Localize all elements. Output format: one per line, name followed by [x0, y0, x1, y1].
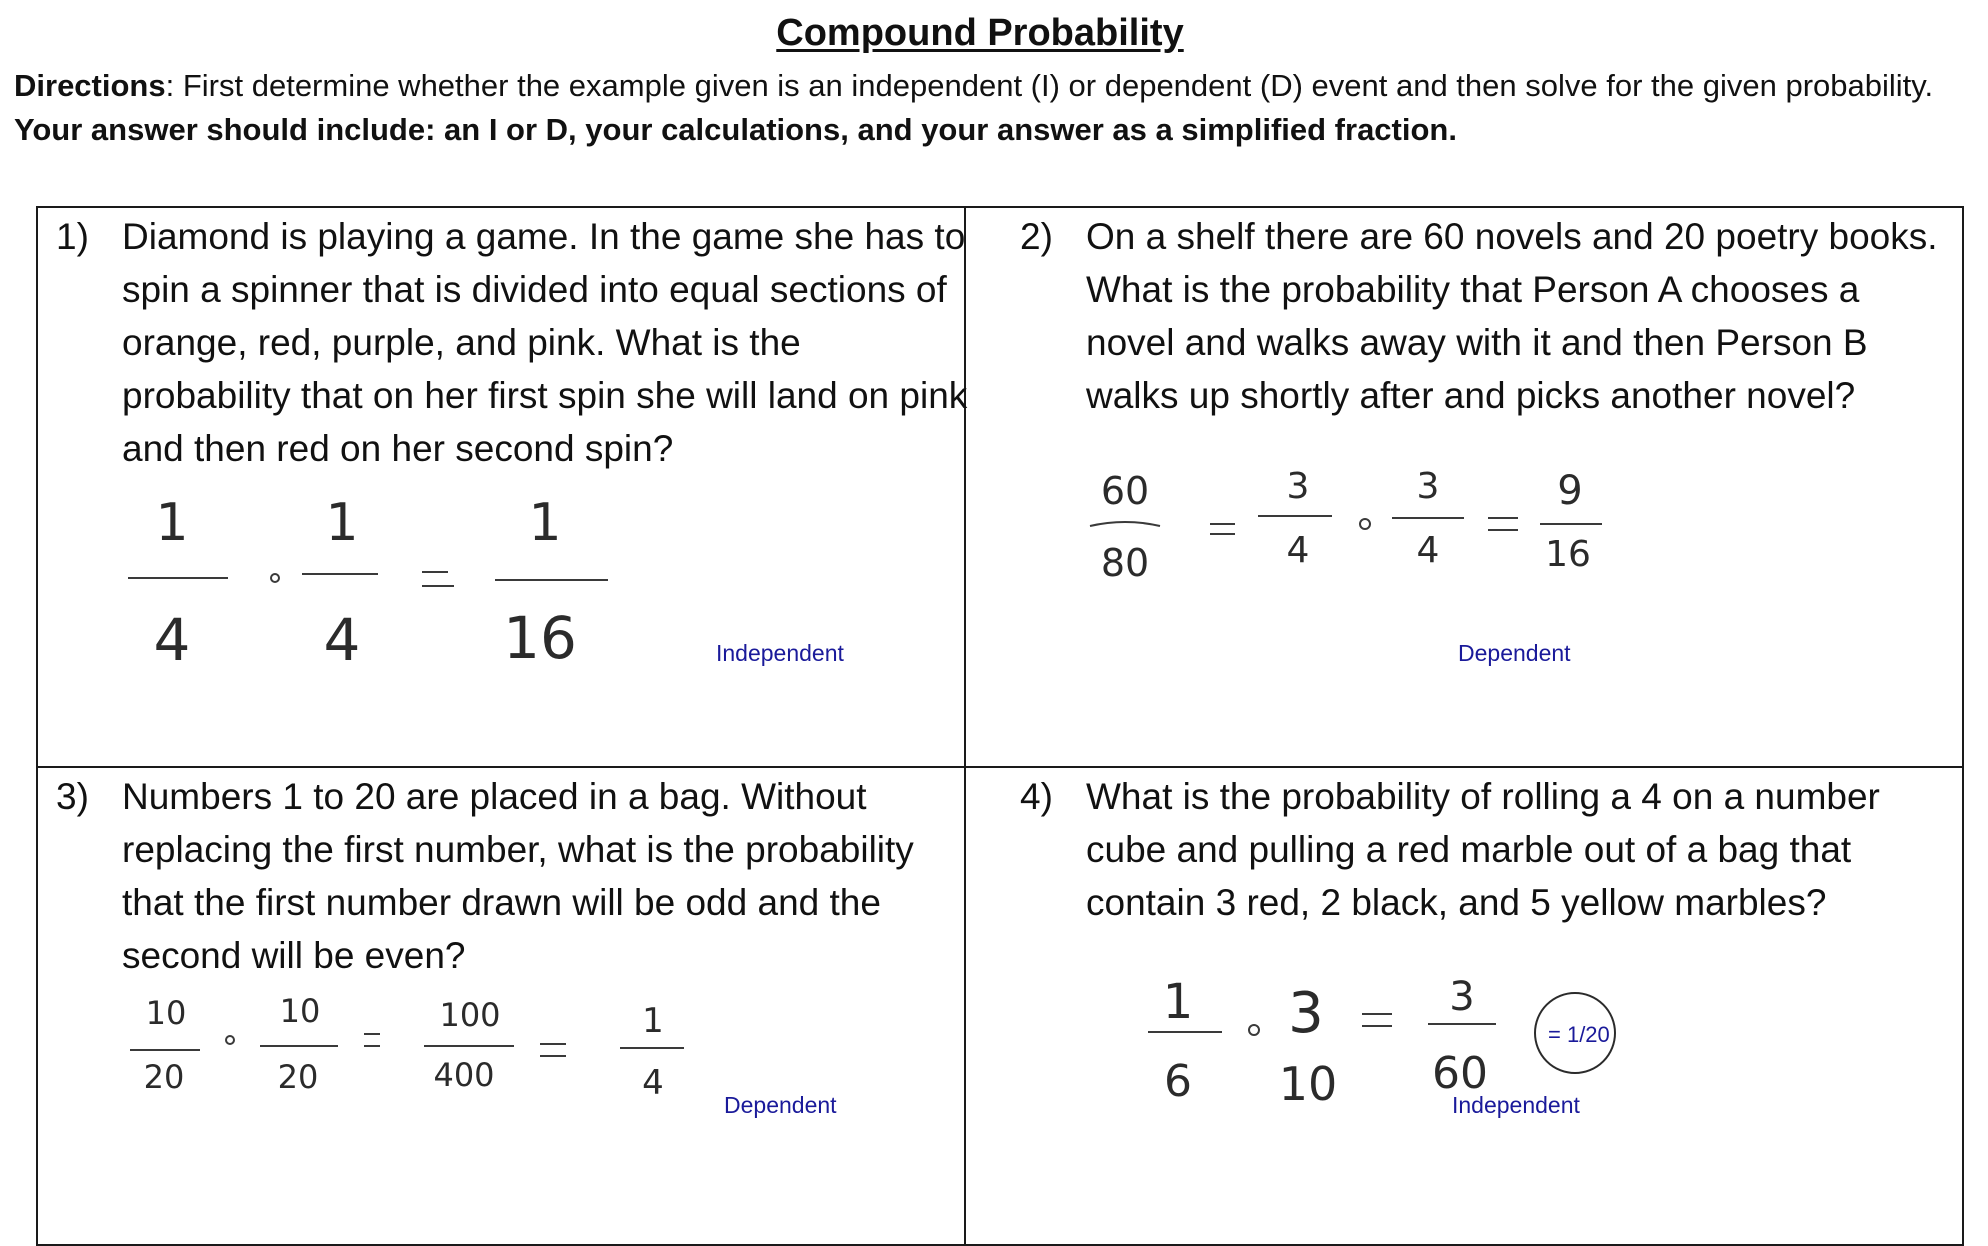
p3-fraction-1-numerator: 10 — [145, 994, 187, 1032]
directions-label: Directions — [14, 68, 166, 103]
problem-1-work — [110, 490, 630, 680]
problem-3-work — [118, 992, 708, 1106]
p3-fraction-1-denominator: 20 — [143, 1058, 185, 1096]
p2-result-numerator: 9 — [1557, 468, 1583, 514]
p2-fraction-1-numerator: 60 — [1100, 469, 1150, 513]
directions-requirement: Your answer should include: an I or D, your calculations, and your answer as a simplified fraction. — [14, 112, 1457, 147]
problem-4-answer-label: Independent — [1452, 1092, 1580, 1118]
p2-multiply-dot — [1360, 519, 1370, 529]
p2-fraction-3-denominator: 4 — [1416, 530, 1440, 571]
problem-2-answer-label: Dependent — [1458, 640, 1571, 666]
problem-4-text: What is the probability of rolling a 4 on a number cube and pulling a red marble out of a bag that contain 3 red, 2 black, and 5 yellow marbles? — [1086, 776, 1880, 923]
p1-result-numerator: 1 — [528, 493, 562, 553]
p2-fraction-3-numerator: 3 — [1416, 466, 1440, 507]
p4-circled-answer: = 1/20 — [1548, 1022, 1610, 1047]
problem-3 — [56, 770, 976, 982]
p1-fraction-2-denominator: 4 — [323, 606, 361, 674]
problem-1 — [56, 210, 976, 475]
p2-result-denominator: 16 — [1545, 534, 1591, 575]
p4-multiply-dot — [1249, 1025, 1259, 1035]
p4-result-denominator: 60 — [1432, 1048, 1488, 1099]
p1-result-denominator: 16 — [503, 604, 577, 672]
p2-fraction-1-denominator: 80 — [1100, 541, 1150, 585]
problem-4-number: 4) — [1020, 776, 1053, 817]
problem-1-number: 1) — [56, 216, 89, 257]
p2-fraction-2-denominator: 4 — [1286, 530, 1310, 571]
p3-result-denominator: 4 — [642, 1063, 664, 1103]
problem-2-text: On a shelf there are 60 novels and 20 poetry books. What is the probability that Person A chooses a novel and walks away with it and then Person B walks up shortly after and picks another novel? — [1086, 216, 1938, 416]
problem-4 — [1020, 770, 1955, 929]
problem-4-work — [1140, 974, 1520, 1111]
p1-fraction-1-numerator: 1 — [155, 493, 189, 553]
p3-fraction-3-numerator: 100 — [439, 996, 501, 1034]
p3-fraction-2-denominator: 20 — [277, 1058, 319, 1096]
p4-fraction-1-denominator: 6 — [1164, 1056, 1192, 1107]
p4-fraction-2-denominator: 10 — [1278, 1057, 1338, 1111]
problem-3-number: 3) — [56, 776, 89, 817]
problem-2-number: 2) — [1020, 216, 1053, 257]
problem-3-text: Numbers 1 to 20 are placed in a bag. Without replacing the first number, what is the probability that the first number drawn will be odd and the second will be even? — [122, 776, 914, 976]
p3-fraction-3-denominator: 400 — [433, 1056, 495, 1094]
directions-colon: : — [165, 68, 175, 103]
p3-result-numerator: 1 — [642, 1001, 664, 1041]
p4-fraction-1-numerator: 1 — [1162, 974, 1194, 1030]
p4-result-numerator: 3 — [1449, 974, 1475, 1020]
p3-multiply-dot — [226, 1036, 234, 1044]
problem-1-answer-label: Independent — [716, 640, 844, 666]
p1-fraction-2-numerator: 1 — [325, 493, 359, 553]
p4-fraction-2-numerator: 3 — [1288, 981, 1324, 1046]
directions — [14, 64, 1964, 152]
problem-2-work — [1080, 466, 1620, 596]
p1-fraction-1-denominator: 4 — [153, 606, 191, 674]
p3-fraction-2-numerator: 10 — [279, 992, 321, 1030]
p2-fraction-2-numerator: 3 — [1286, 466, 1310, 507]
directions-text: First determine whether the example given is an independent (I) or dependent (D) event and then solve for the given probability. — [174, 68, 1934, 103]
page-title: Compound Probability — [776, 12, 1184, 54]
problem-3-answer-label: Dependent — [724, 1092, 837, 1118]
p2-fraction-1-bar — [1090, 522, 1160, 526]
grid-horizontal-divider — [36, 766, 1964, 768]
problem-1-text: Diamond is playing a game. In the game she has to spin a spinner that is divided into equal sections of orange, red, purple, and pink. What is the probability that on her first spin she will land on pink and then red on her second spin? — [122, 216, 968, 469]
p1-multiply-dot — [271, 574, 279, 582]
problem-2 — [1020, 210, 1955, 422]
